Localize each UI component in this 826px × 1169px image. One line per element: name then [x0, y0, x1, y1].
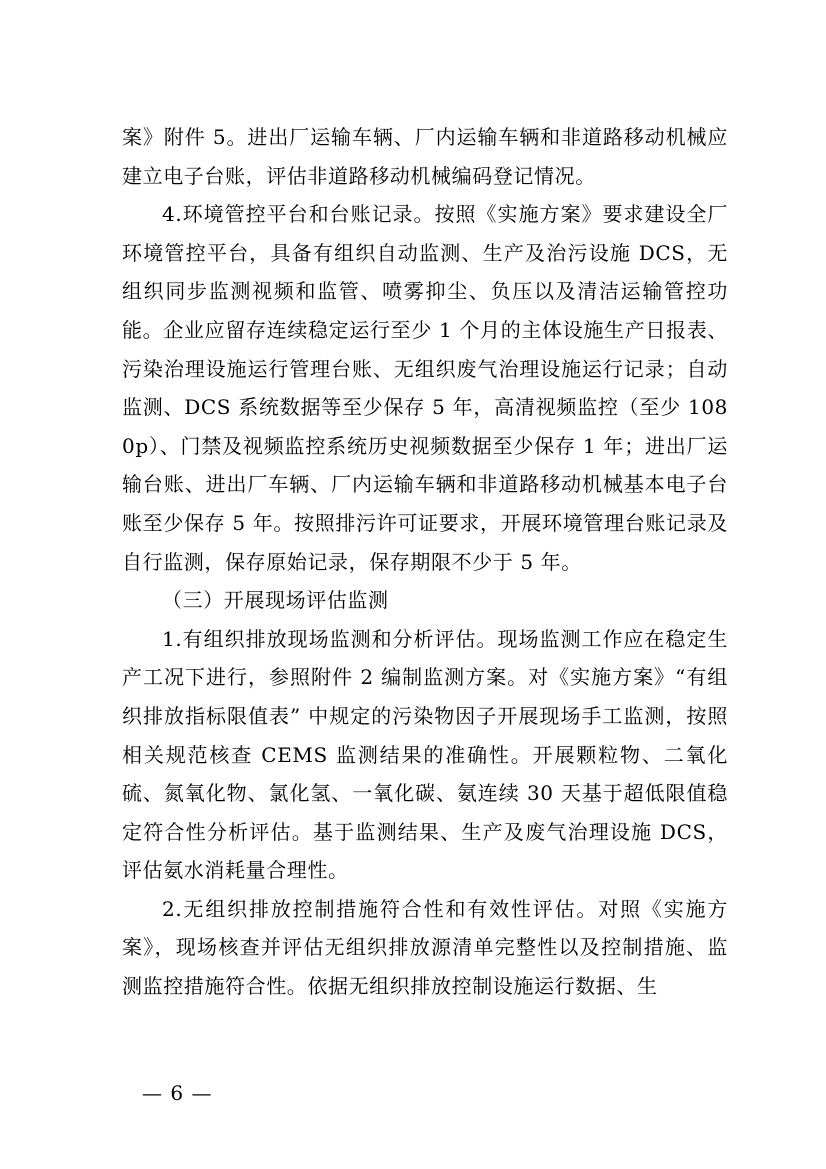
- paragraph-unorganized-emission: 2.无组织排放控制措施符合性和有效性评估。对照《实施方案》，现场核查并评估无组织排放源清单完整性以及控制措施、监测监控措施符合性。依据无组织排放控制设施运行数据、生: [122, 896, 728, 999]
- paragraph-organized-emission: 1.有组织排放现场监测和分析评估。现场监测工作应在稳定生产工况下进行，参照附件 2 编制监测方案。对《实施方案》“有组织排放指标限值表” 中规定的污染物因子开展现场手工监测，按照相关规范核查 CEMS 监测结果的准确性。开展颗粒物、二氧化硫、氮氧化物、氯化氢、一氧化碳、氨连续 30 天基于超低限值稳定符合性分析评估。基于监测结果、生产及废气治理设施 DCS，评估氨水消耗量合理性。: [122, 626, 728, 883]
- page-number: — 6 —: [142, 1081, 213, 1105]
- section-heading-field-monitoring: （三）开展现场评估监测: [162, 588, 389, 613]
- document-body: [122, 118, 728, 1006]
- paragraph-continuation: 案》附件 5。进出厂运输车辆、厂内运输车辆和非道路移动机械应建立电子台账，评估非道路移动机械编码登记情况。: [122, 125, 728, 188]
- paragraph-environment-platform: 4.环境管控平台和台账记录。按照《实施方案》要求建设全厂环境管控平台，具备有组织自动监测、生产及治污设施 DCS，无组织同步监测视频和监管、喷雾抑尘、负压以及清洁运输管控功能。企业应留存连续稳定运行至少 1 个月的主体设施生产日报表、污染治理设施运行管理台账、无组织废气治理设施运行记录；自动监测、DCS 系统数据等至少保存 5 年，高清视频监控（至少 1080p）、门禁及视频监控系统历史视频数据至少保存 1 年；进出厂运输台账、进出厂车辆、厂内运输车辆和非道路移动机械基本电子台账至少保存 5 年。按照排污许可证要求，开展环境管理台账记录及自行监测，保存原始记录，保存期限不少于 5 年。: [122, 202, 728, 574]
